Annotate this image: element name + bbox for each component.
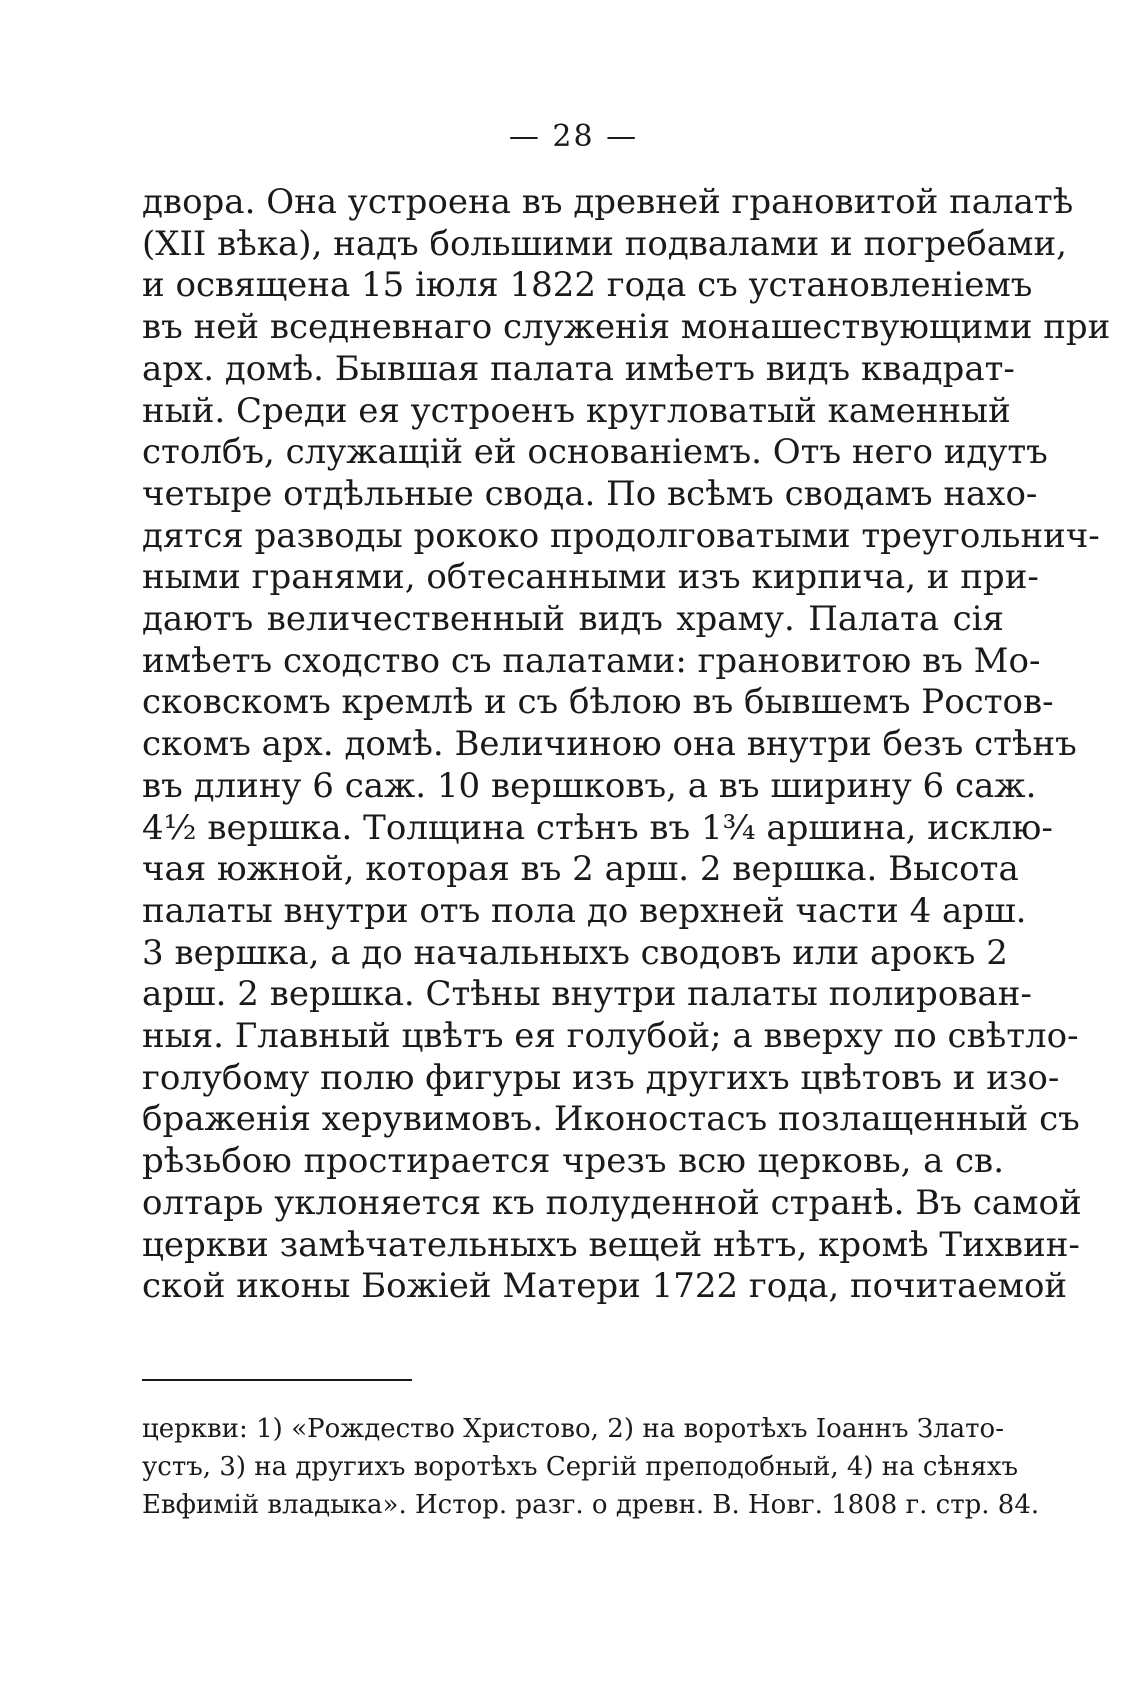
text-line: ныя. Главный цвѣтъ ея голубой; а вверху по свѣтло- [142,1016,1079,1057]
text-line: палаты внутри отъ пола до верхней части 4 арш. [142,890,1027,931]
text-line: въ ней вседневнаго служенія монашествующими при [142,307,1111,348]
text-line: столбъ, служащій ей основаніемъ. Отъ него идутъ [142,432,1048,473]
main-text [142,182,1111,1308]
text-line: даютъ величественный видъ храму. Палата сія [142,599,1004,640]
text-line: браженія херувимовъ. Иконостасъ позлащенный съ [142,1099,1080,1140]
footnote-line: Евфимій владыка». Истор. разг. о древн. В. Новг. 1808 г. стр. 84. [142,1490,1040,1520]
text-line: олтарь уклоняется къ полуденной странѣ. Въ самой [142,1182,1082,1223]
text-line: двора. Она устроена въ древней грановитой палатѣ [142,182,1074,222]
text-line: въ длину 6 саж. 10 вершковъ, а въ ширину 6 саж. [142,765,1037,806]
text-line: дятся разводы рококо продолговатыми треугольнич- [142,515,1100,556]
text-line: арш. 2 вершка. Стѣны внутри палаты полирован- [142,974,1032,1015]
footnote-line: устъ, 3) на другихъ воротѣхъ Сергій преподобный, 4) на сѣняхъ [142,1452,1019,1482]
text-line: и освящена 15 іюля 1822 года съ установленіемъ [142,265,1033,306]
text-line: ный. Среди ея устроенъ кругловатый каменный [142,390,1011,431]
text-line: четыре отдѣльные свода. По всѣмъ сводамъ нахо- [142,473,1038,514]
footnote [142,1410,1040,1524]
text-line: рѣзьбою простирается чрезъ всю церковь, а св. [142,1141,1004,1182]
footnote-line: церкви: 1) «Рождество Христово, 2) на воротѣхъ Іоаннъ Злато- [142,1414,1004,1444]
text-line: ными гранями, обтесанными изъ кирпича, и при- [142,557,1039,598]
text-line: голубому полю фигуры изъ другихъ цвѣтовъ и изо- [142,1057,1060,1098]
text-line: церкви замѣчательныхъ вещей нѣтъ, кромѣ Тихвин- [142,1224,1080,1265]
text-line: (XII вѣка), надъ большими подвалами и погребами, [142,223,1067,264]
text-line: 3 вершка, а до начальныхъ сводовъ или арокъ 2 [142,932,1008,973]
text-line: ской иконы Божіей Матери 1722 года, почитаемой [142,1266,1068,1307]
text-line: имѣетъ сходство съ палатами: грановитою въ Мо- [142,640,1041,681]
footnote-divider [142,1379,412,1381]
page-number: — 28 — [508,119,639,154]
text-line: арх. домѣ. Бывшая палата имѣетъ видъ квадрат- [142,348,1015,389]
text-line: сковскомъ кремлѣ и съ бѣлою въ бывшемъ Ростов- [142,682,1054,723]
text-line: чая южной, которая въ 2 арш. 2 вершка. Высота [142,849,1019,890]
text-line: скомъ арх. домѣ. Величиною она внутри безъ стѣнъ [142,724,1077,765]
text-line: 4½ вершка. Толщина стѣнъ въ 1¾ аршина, исклю- [142,807,1053,848]
